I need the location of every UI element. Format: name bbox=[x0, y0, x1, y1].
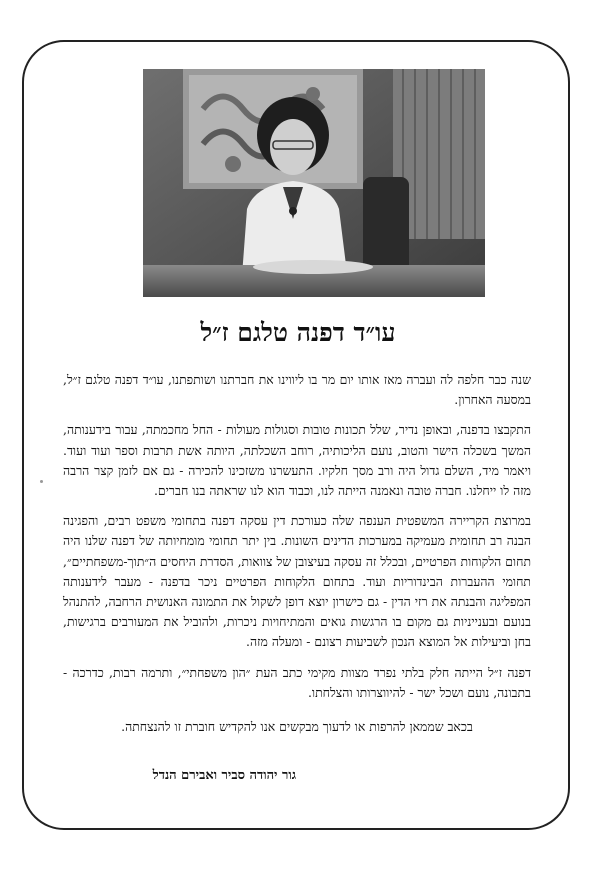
paragraph: שנה כבר חלפה לה ועברה מאז אותו יום מר בו ליווינו את חברתנו ושותפתנו, עו״ד דפנה טלגם ז״ל, במסעה האחרון. bbox=[63, 372, 531, 408]
paragraph: התקבצו בדפנה, ובאופן נדיר, שלל תכונות טובות וסגולות מעולות - החל מחכמתה, עבור בידענותה, המשך בשכלה הישר והטוב, נועם הליכותיה, רוחב השכלתה, היותה אשת תרבות וספר ועוד ועוד. ויאמר מיד, השלם גדול היה ורב מסך חלקיו. התעשרנו משזכינו להכירה - גם אם לזמן קצר הרבה מזה לו ייחלנו. חברה טובה ונאמנה הייתה לנו, וכבוד הוא לנו שראתה בנו חברים. bbox=[63, 422, 531, 499]
memorial-title: עו״ד דפנה טלגם ז״ל bbox=[200, 318, 396, 347]
portrait-photo-icon bbox=[143, 69, 485, 297]
memorial-text bbox=[63, 370, 531, 747]
paragraph: במרוצת הקריירה המשפטית הענפה שלה כעורכת דין עסקה דפנה בתחומי משפט רבים, והפגינה הבנה רב תחומית מעמיקה במערכות הדינים השונות. בין יתר תחומי מומחיותה של דפנה שלנו היה תחום הלקוחות הפרטיים, ובכלל זה עסקה בעיצובן של צוואות, הסדרת היחסים ה״תוך-משפחתיים״, תחומי ההעברות הבינדוריות ועוד. בתחום הלקוחות הפרטיים ניכר בדפנה - מעבר לידענותה המפליגה והבנתה את רזי הדין - גם כישרון יוצא דופן לשקול את התמונה האנושית הרחבה, להתנהל בנועם ובענייניות גם מקום בו הרגשות גואים והמתיחויות ניכרות, ולהוביל את המעורבים ברגישות, בחן וביעילות אל המוצא הנכון לשביעות רצונם - ומעלה מזה. bbox=[63, 513, 531, 650]
portrait-photo bbox=[143, 69, 485, 297]
signature: גור יהודה סביר ואבירם הנדל bbox=[152, 768, 296, 783]
closing-line: בכאב שממאן להרפות או לדעוך מבקשים אנו להקדיש חוברת זו להנצחתה. bbox=[121, 719, 473, 735]
paragraph: דפנה ז״ל הייתה חלק בלתי נפרד מצוות מקימי כתב העת ״הון משפחתי״, ותרמה רבות, כדרכה - בתבונה, נועם ושכל ישר - להיווצרותו והצלחתו. bbox=[63, 664, 531, 700]
scan-dot bbox=[40, 480, 43, 483]
